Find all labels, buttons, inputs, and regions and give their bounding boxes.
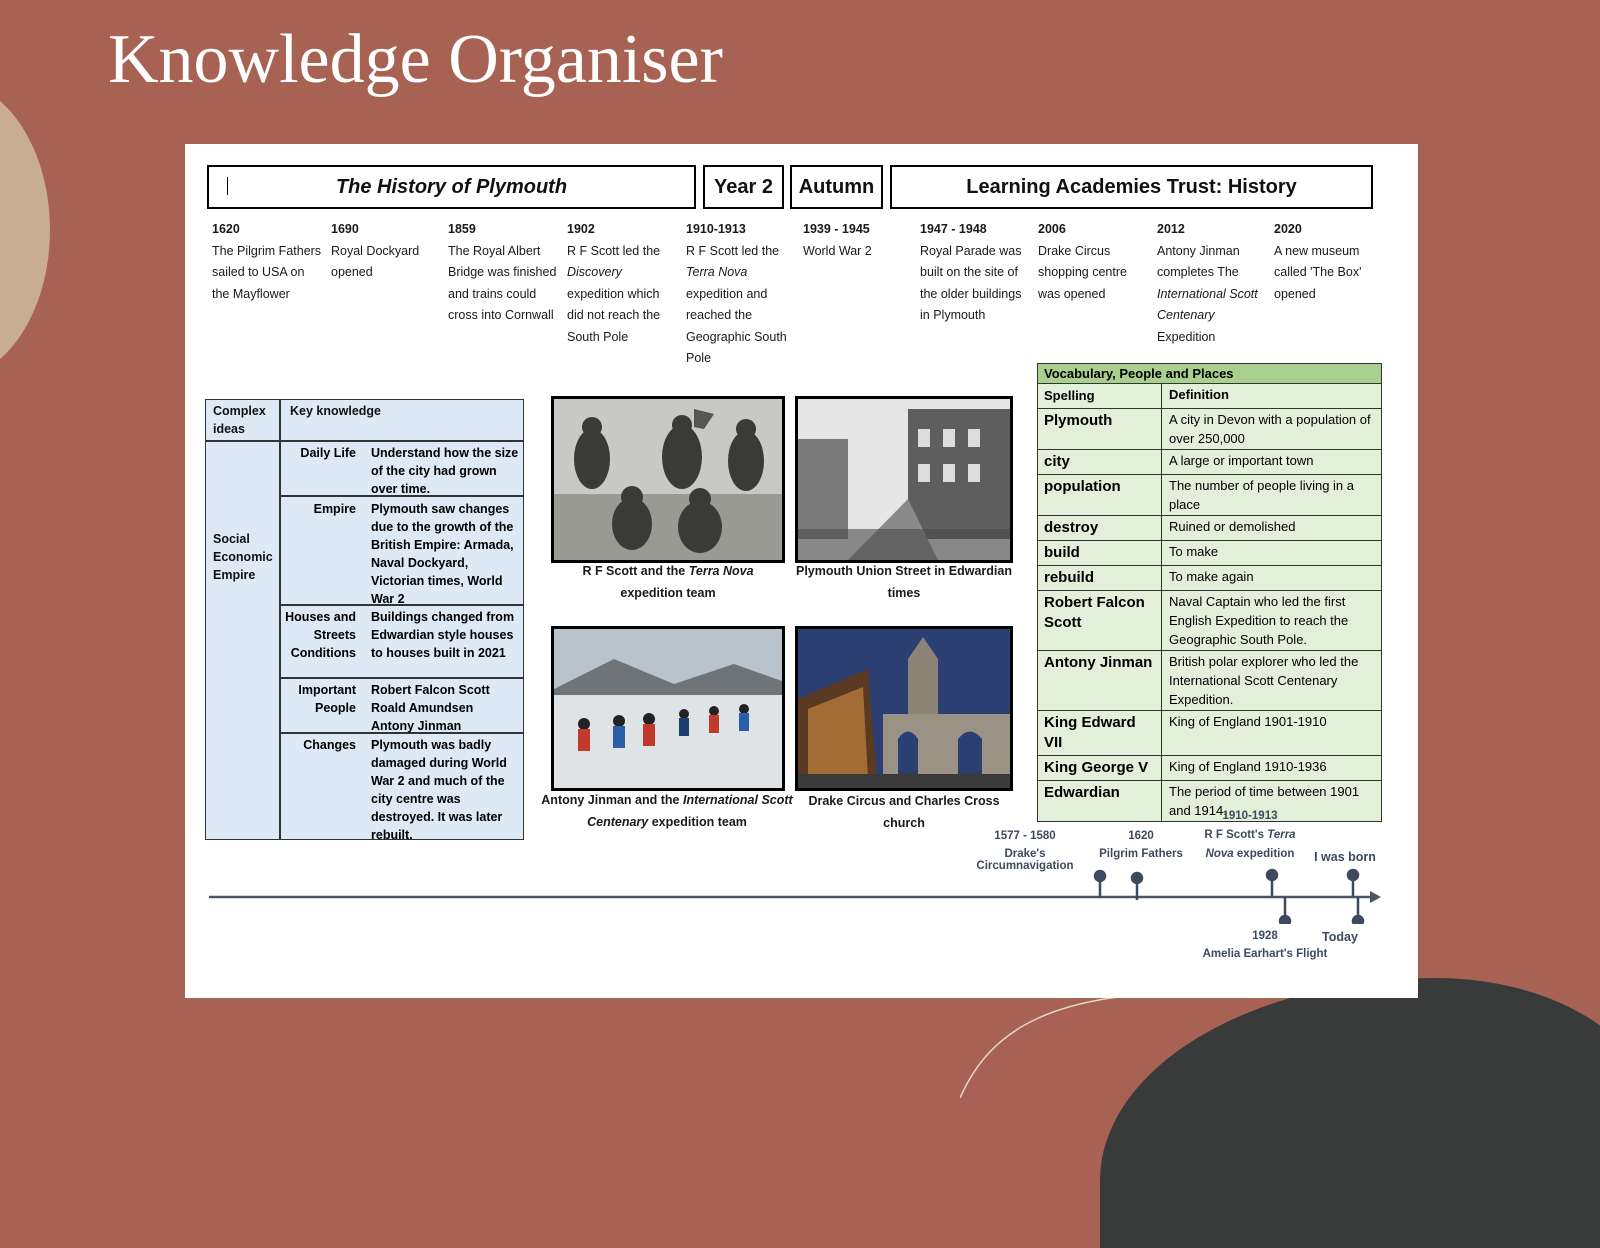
topic-title-box — [207, 165, 696, 209]
year-label: Year 2 — [714, 175, 773, 198]
vocabulary-row: Robert Falcon Scott Naval Captain who led the first English Expedition to reach the Geographic South Pole. — [1038, 590, 1381, 650]
caption-scott: R F Scott and the Terra Nova expedition team — [582, 564, 754, 600]
kk-category: Daily Life — [300, 446, 356, 460]
complex-ideas-value: Social Economic Empire — [213, 532, 273, 582]
event-text: R F Scott led the Discovery expedition which did not reach the South Pole — [567, 243, 661, 344]
event-1859 — [448, 219, 560, 327]
event-text: Royal Dockyard opened — [331, 243, 420, 279]
definition-header: Definition — [1169, 387, 1229, 402]
photo-union-street — [795, 396, 1013, 563]
event-text: The Royal Albert Bridge was finished and trains could cross into Cornwall — [448, 243, 557, 322]
event-2006 — [1038, 219, 1150, 305]
term-box — [790, 165, 883, 209]
event-1939-1945 — [803, 219, 915, 262]
vocabulary-row: Plymouth A city in Devon with a population of over 250,000 — [1038, 408, 1381, 449]
event-year: 1620 — [212, 222, 240, 236]
kk-category: Houses and Streets Conditions — [285, 610, 356, 660]
event-2012 — [1157, 219, 1269, 348]
event-text: The Pilgrim Fathers sailed to USA on the Mayflower — [212, 243, 322, 301]
event-text: Drake Circus shopping centre was opened — [1038, 243, 1127, 301]
vocabulary-title: Vocabulary, People and Places — [1038, 364, 1381, 383]
slide-title: Knowledge Organiser — [108, 21, 723, 98]
event-text: Antony Jinman completes The International Scott Centenary Expedition — [1157, 243, 1258, 344]
decorative-blob-left — [0, 80, 50, 380]
event-1902 — [567, 219, 679, 348]
key-knowledge-header: Key knowledge — [290, 404, 381, 418]
event-text: A new museum called 'The Box' opened — [1274, 243, 1362, 301]
event-1947-1948 — [920, 219, 1032, 327]
decorative-swoosh-line — [960, 990, 1220, 1100]
kk-text: Robert Falcon Scott Roald Amundsen Antony Jinman — [371, 683, 490, 733]
photo-scott-terra-nova-team — [551, 396, 785, 563]
key-knowledge-table — [205, 399, 524, 840]
timeline-marker-today: Today — [1322, 930, 1358, 944]
timeline-marker-drake: 1577 - 1580 Drake's Circumnavigation — [976, 830, 1074, 872]
timeline-marker-born: I was born — [1314, 850, 1376, 864]
event-year: 2020 — [1274, 222, 1302, 236]
event-year: 1690 — [331, 222, 359, 236]
knowledge-organiser-document — [185, 144, 1418, 998]
event-1620 — [212, 219, 324, 305]
personal-timeline — [205, 864, 1385, 924]
vocabulary-row: King George V King of England 1910-1936 — [1038, 755, 1381, 780]
event-1690 — [331, 219, 443, 284]
event-year: 2006 — [1038, 222, 1066, 236]
term-label: Autumn — [798, 175, 875, 198]
trust-box — [890, 165, 1373, 209]
event-text: World War 2 — [803, 243, 872, 258]
trust-label: Learning Academies Trust: History — [966, 175, 1297, 198]
vocabulary-row: build To make — [1038, 540, 1381, 565]
vocabulary-row: population The number of people living in a place — [1038, 474, 1381, 515]
event-1910-1913 — [686, 219, 798, 370]
kk-text: Plymouth saw changes due to the growth of the British Empire: Armada, Naval Dockyard, Victorian times, World War 2 — [371, 502, 514, 606]
vocabulary-row: city A large or important town — [1038, 449, 1381, 474]
event-2020 — [1274, 219, 1386, 305]
timeline-marker-pilgrims: 1620 Pilgrim Fathers — [1099, 830, 1183, 860]
event-year: 1910-1913 — [686, 222, 746, 236]
caption-drake-circus: Drake Circus and Charles Cross church — [808, 794, 1000, 830]
caption-jinman: Antony Jinman and the International Scott Centenary expedition team — [541, 793, 793, 829]
photo-drake-circus-charles-cross — [795, 626, 1013, 791]
event-year: 1939 - 1945 — [803, 222, 870, 236]
spelling-header: Spelling — [1038, 384, 1162, 408]
vocabulary-row: King Edward VII King of England 1901-1910 — [1038, 710, 1381, 755]
vocabulary-table — [1037, 363, 1382, 822]
timeline-marker-terra-nova: 1910-1913 R F Scott's Terra Nova expedition — [1204, 810, 1296, 860]
event-year: 2012 — [1157, 222, 1185, 236]
event-text: R F Scott led the Terra Nova expedition and reached the Geographic South Pole — [686, 243, 787, 365]
event-text: Royal Parade was built on the site of the older buildings in Plymouth — [920, 243, 1022, 322]
event-year: 1859 — [448, 222, 476, 236]
caption-union-street: Plymouth Union Street in Edwardian times — [796, 564, 1012, 600]
kk-category: Changes — [303, 738, 356, 752]
timeline-marker-earhart: 1928 Amelia Earhart's Flight — [1202, 930, 1328, 960]
kk-text: Understand how the size of the city had grown over time. — [371, 446, 519, 496]
event-year: 1947 - 1948 — [920, 222, 987, 236]
kk-text: Plymouth was badly damaged during World War 2 and much of the city centre was destroyed. It was later rebuilt. — [371, 738, 507, 842]
kk-category: Empire — [313, 502, 356, 516]
topic-title: The History of Plymouth — [335, 175, 568, 198]
year-box — [703, 165, 784, 209]
vocabulary-header-row — [1038, 383, 1381, 408]
vocabulary-row: Antony Jinman British polar explorer who led the International Scott Centenary Expedition. — [1038, 650, 1381, 710]
vocabulary-row: rebuild To make again — [1038, 565, 1381, 590]
kk-text: Buildings changed from Edwardian style houses to houses built in 2021 — [371, 610, 515, 660]
event-year: 1902 — [567, 222, 595, 236]
kk-category: Important People — [298, 683, 356, 715]
vocabulary-row: Edwardian The period of time between 1901 and 1914. — [1038, 780, 1381, 821]
text-cursor — [227, 177, 228, 195]
photo-jinman-expedition-team — [551, 626, 785, 791]
complex-ideas-header: Complex ideas — [213, 404, 266, 436]
vocabulary-row: destroy Ruined or demolished — [1038, 515, 1381, 540]
